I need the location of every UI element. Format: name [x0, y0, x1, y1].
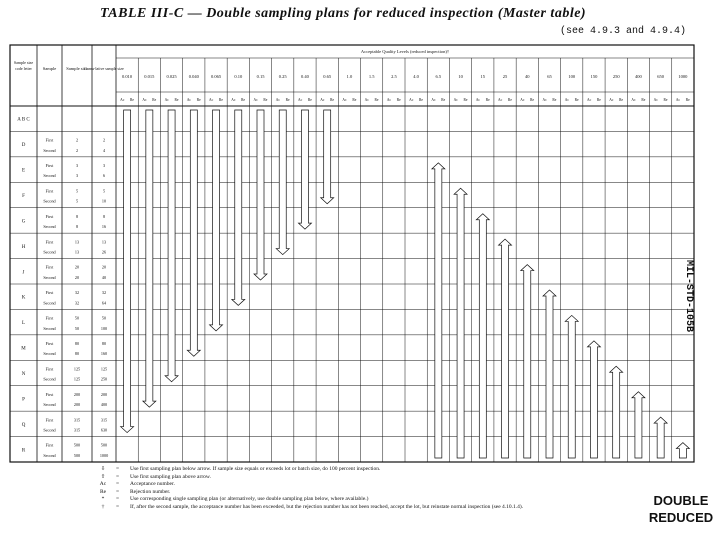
ac-label: Ac [342, 98, 347, 102]
row-size: 20 [74, 264, 80, 270]
row-sample: Second [43, 402, 56, 408]
re-label: Re [685, 98, 690, 102]
re-label: Re [619, 98, 624, 102]
row-sample: First [45, 163, 54, 169]
ac-label: Ac [253, 98, 258, 102]
aql-value: 0.25 [278, 74, 287, 79]
row-size: 125 [73, 376, 81, 382]
legend-item [96, 466, 523, 474]
row-size: 8 [75, 213, 79, 219]
down-arrow-icon [165, 110, 178, 382]
legend-item [96, 496, 523, 504]
row-sample: First [45, 264, 54, 270]
row-sample: Second [43, 351, 56, 357]
row-cumulative: 13 [101, 239, 107, 245]
ac-label: Ac [453, 98, 458, 102]
badge-line-1: DOUBLE [653, 493, 709, 508]
aql-value: 150 [590, 74, 598, 79]
row-cumulative: 100 [100, 325, 108, 331]
header-cumulative: Cumu-lative sample size [84, 66, 124, 71]
row-cumulative: 3 [102, 163, 106, 169]
row-code-letter: K [21, 295, 26, 301]
legend-symbol: ⇩ [100, 466, 106, 472]
row-sample: Second [43, 224, 56, 230]
up-arrow-icon [632, 392, 645, 458]
down-arrow-icon [210, 110, 223, 331]
row-size: 32 [74, 300, 80, 306]
re-label: Re [307, 98, 312, 102]
row-sample: Second [43, 249, 56, 255]
row-size: 20 [74, 274, 80, 280]
row-size: 2 [75, 137, 79, 143]
row-size: 200 [73, 391, 81, 397]
re-label: Re [374, 98, 379, 102]
ac-label: Ac [364, 98, 369, 102]
aql-value: 0.010 [122, 74, 133, 79]
row-size: 50 [74, 315, 80, 321]
row-cumulative: 1000 [99, 452, 109, 458]
row-size: 80 [74, 351, 80, 357]
ac-label: Ac [609, 98, 614, 102]
row-size: 80 [74, 341, 80, 347]
row-size: 5 [75, 188, 79, 194]
legend-equals: = [116, 496, 120, 502]
row-size: 50 [74, 325, 80, 331]
ac-label: Ac [431, 98, 436, 102]
legend-symbol: * [101, 496, 105, 502]
row-sample: First [45, 239, 54, 245]
re-label: Re [396, 98, 401, 102]
row-sample: First [45, 188, 54, 194]
ac-label: Ac [120, 98, 125, 102]
ac-label: Ac [275, 98, 280, 102]
row-code-letter: M [21, 346, 26, 352]
row-size: 5 [75, 198, 79, 204]
re-label: Re [263, 98, 268, 102]
row-cumulative: 630 [100, 427, 108, 433]
row-code-letter: A B C [17, 117, 30, 123]
re-label: Re [196, 98, 201, 102]
legend-symbol: Re [99, 488, 107, 495]
re-label: Re [463, 98, 468, 102]
row-cumulative: 160 [100, 351, 108, 357]
up-arrow-icon [543, 290, 556, 458]
row-size: 32 [74, 290, 80, 296]
row-cumulative: 315 [100, 417, 108, 423]
row-sample: First [45, 137, 54, 143]
row-code-letter: G [21, 219, 26, 225]
ac-label: Ac [564, 98, 569, 102]
down-arrow-icon [254, 110, 267, 280]
aql-value: 250 [612, 74, 620, 79]
row-size: 315 [73, 427, 81, 433]
up-arrow-icon [454, 188, 467, 458]
re-label: Re [241, 98, 246, 102]
up-arrow-icon [587, 341, 600, 458]
ac-label: Ac [164, 98, 169, 102]
row-cumulative: 20 [101, 264, 107, 270]
row-cumulative: 250 [100, 376, 108, 382]
row-cumulative: 125 [100, 366, 108, 372]
header-code: Sample size [13, 60, 34, 65]
table-title: TABLE III-C — Double sampling plans for reduced inspection (Master table) [100, 6, 587, 21]
ac-label: Ac [209, 98, 214, 102]
row-size: 315 [73, 417, 81, 423]
ac-label: Ac [409, 98, 414, 102]
row-sample: Second [43, 300, 56, 306]
aql-value: 400 [635, 74, 642, 79]
up-arrow-icon [476, 214, 489, 458]
ac-label: Ac [675, 98, 681, 102]
row-cumulative: 6 [102, 173, 106, 179]
row-sample: First [45, 341, 54, 347]
row-code-letter: J [22, 270, 25, 276]
row-cumulative: 16 [101, 224, 107, 230]
row-size: 500 [73, 442, 81, 448]
aql-value: 65 [547, 74, 552, 79]
re-label: Re [552, 98, 557, 102]
row-sample: Second [43, 325, 56, 331]
row-cumulative: 2 [102, 137, 106, 143]
row-cumulative: 50 [101, 315, 107, 321]
legend-equals: = [116, 481, 120, 487]
re-label: Re [152, 98, 157, 102]
re-label: Re [530, 98, 535, 102]
re-label: Re [641, 98, 646, 102]
re-label: Re [441, 98, 446, 102]
up-arrow-icon [610, 366, 623, 458]
legend-equals: = [116, 503, 120, 510]
re-label: Re [596, 98, 601, 102]
legend-equals: = [116, 466, 120, 472]
aql-value: 1.5 [368, 74, 375, 79]
aql-value: 0.015 [144, 74, 155, 79]
legend-text: Use corresponding single sampling plan (or alternatively, use double sampling plan below, where available.) [130, 496, 369, 502]
aql-value: 100 [568, 74, 576, 79]
aql-value: 25 [502, 74, 508, 79]
re-label: Re [507, 98, 512, 102]
aql-value: 2.5 [391, 74, 397, 79]
re-label: Re [574, 98, 579, 102]
row-sample: First [45, 442, 54, 448]
section-reference: (see 4.9.3 and 4.9.4) [560, 26, 687, 37]
down-arrow-icon [121, 110, 134, 433]
aql-value: 0.40 [301, 74, 309, 79]
aql-value: 0.065 [210, 74, 222, 79]
ac-label: Ac [386, 98, 392, 102]
legend-symbol: ⇧ [100, 473, 106, 480]
aql-value: 1.0 [346, 74, 353, 79]
row-code-letter: F [22, 194, 25, 199]
row-cumulative: 40 [101, 274, 107, 280]
row-sample: Second [43, 274, 56, 280]
row-sample: First [45, 315, 54, 321]
row-size: 13 [74, 239, 80, 245]
legend-text: If, after the second sample, the acceptance number has been exceeded, but the rejection number has not been reached, accept the lot, but reinstate normal inspection (see 4.10.1.4). [130, 503, 524, 510]
up-arrow-icon [654, 417, 667, 458]
row-code-letter: R [21, 448, 26, 454]
legend-symbol: Ac [99, 481, 107, 487]
legend-text: Use first sampling plan above arrow. [130, 473, 211, 480]
row-size: 125 [73, 366, 81, 372]
ac-label: Ac [297, 98, 303, 102]
row-code-letter: H [21, 244, 26, 250]
row-size: 3 [75, 163, 79, 169]
header-code: code letter [15, 66, 32, 71]
row-sample: Second [43, 452, 56, 458]
row-cumulative: 200 [100, 391, 108, 397]
aql-value: 0.025 [166, 74, 177, 79]
row-sample: Second [43, 198, 56, 204]
ac-label: Ac [520, 98, 525, 102]
up-arrow-icon [499, 239, 512, 458]
row-code-letter: P [22, 397, 25, 403]
row-code-letter: L [21, 321, 26, 327]
row-cumulative: 5 [102, 188, 106, 194]
legend-item [96, 504, 523, 512]
re-label: Re [174, 98, 179, 102]
legend-text: Use first sampling plan below arrow. If sample size equals or exceeds lot or batch size, do 100 percent inspection. [130, 466, 381, 472]
ac-label: Ac [475, 98, 481, 102]
up-arrow-icon [432, 163, 445, 458]
re-label: Re [330, 98, 335, 102]
row-sample: Second [43, 427, 56, 433]
legend-item [96, 481, 523, 489]
row-size: 500 [73, 452, 81, 458]
row-sample: First [45, 213, 54, 219]
re-label: Re [218, 98, 223, 102]
ac-label: Ac [498, 98, 503, 102]
legend-item [96, 489, 523, 497]
row-code-letter: N [21, 372, 26, 377]
ac-label: Ac [142, 98, 147, 102]
badge-line-2: REDUCED [648, 510, 714, 525]
legend [96, 466, 523, 511]
aql-value: 4.0 [413, 74, 419, 79]
re-label: Re [130, 98, 135, 102]
aql-value: 10 [458, 74, 463, 79]
down-arrow-icon [298, 110, 311, 229]
row-size: 8 [75, 224, 79, 230]
row-cumulative: 32 [101, 290, 107, 296]
row-sample: Second [43, 147, 56, 153]
row-cumulative: 8 [102, 213, 106, 219]
re-label: Re [485, 98, 490, 102]
up-arrow-icon [676, 443, 689, 458]
re-label: Re [352, 98, 357, 102]
re-label: Re [663, 98, 668, 102]
row-code-letter: E [21, 168, 26, 174]
row-sample: First [45, 366, 54, 372]
aql-value: 15 [480, 74, 486, 79]
legend-text: Acceptance number. [130, 481, 175, 487]
re-label: Re [285, 98, 290, 102]
row-size: 3 [75, 173, 79, 179]
legend-equals: = [116, 488, 120, 495]
legend-text: Rejection number. [130, 488, 171, 495]
aql-value: 0.65 [323, 74, 332, 79]
ac-label: Ac [320, 98, 325, 102]
row-cumulative: 10 [101, 198, 107, 204]
row-cumulative: 26 [101, 249, 107, 255]
row-sample: First [45, 391, 54, 397]
header-sample: Sample [42, 66, 57, 71]
aql-value: 1000 [678, 74, 688, 79]
row-cumulative: 500 [100, 442, 108, 448]
ac-label: Ac [186, 98, 192, 102]
legend-symbol: † [101, 503, 105, 510]
re-label: Re [419, 98, 424, 102]
aql-value: 6.5 [435, 74, 442, 79]
aql-value: 650 [657, 74, 665, 79]
row-sample: Second [43, 376, 56, 382]
row-cumulative: 80 [101, 341, 107, 347]
legend-equals: = [116, 473, 120, 480]
ac-label: Ac [653, 98, 658, 102]
row-sample: First [45, 417, 54, 423]
header-aql-title: Acceptable Quality Levels (reduced inspection)† [360, 49, 450, 54]
up-arrow-icon [521, 265, 534, 458]
row-cumulative: 400 [100, 402, 108, 408]
aql-value: 0.10 [234, 74, 243, 79]
ac-label: Ac [231, 98, 236, 102]
row-code-letter: D [21, 143, 26, 149]
legend-item [96, 474, 523, 482]
row-size: 200 [73, 402, 81, 408]
ac-label: Ac [542, 98, 547, 102]
row-size: 2 [75, 147, 79, 153]
aql-value: 0.040 [188, 74, 199, 79]
row-sample: First [45, 290, 54, 296]
aql-value: 40 [525, 74, 530, 79]
row-cumulative: 4 [102, 147, 106, 153]
standard-side-label: MIL-STD-105B [683, 260, 694, 333]
header-size: Sample size [66, 66, 88, 71]
row-sample: Second [43, 173, 56, 179]
ac-label: Ac [586, 98, 592, 102]
ac-label: Ac [631, 98, 636, 102]
row-code-letter: Q [21, 422, 26, 428]
row-size: 13 [74, 249, 80, 255]
aql-value: 0.15 [256, 74, 265, 79]
row-cumulative: 64 [101, 300, 107, 306]
